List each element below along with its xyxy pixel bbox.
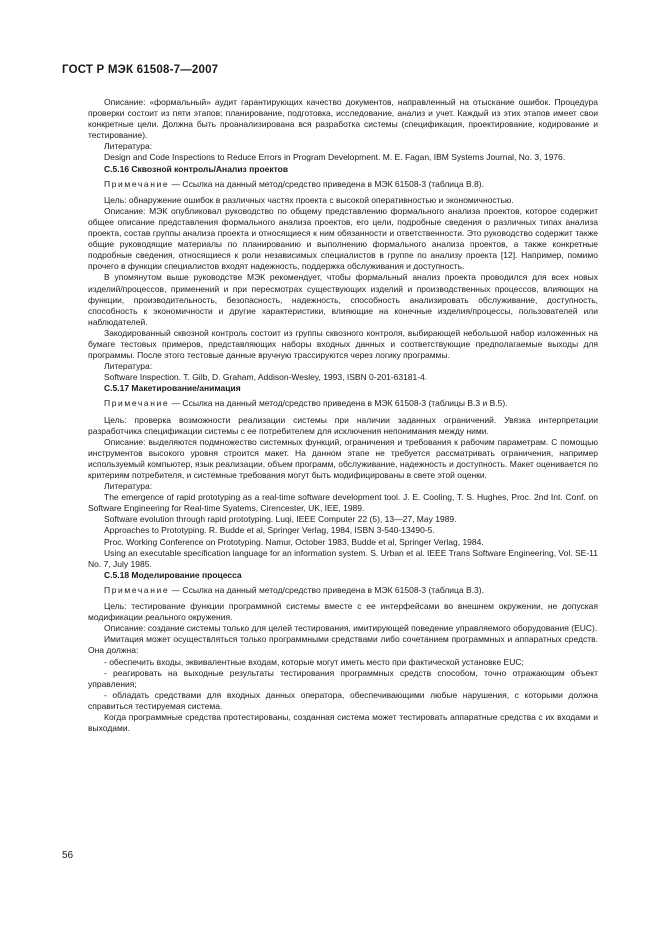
body-paragraph: Литература: (104, 361, 153, 372)
section-heading: С.5.17 Макетирование/анимация (104, 383, 241, 394)
body-paragraph: Когда программные средства протестированы, созданная система может тестировать аппаратные средства с их входами и выходами. (88, 711, 598, 734)
body-paragraph: The emergence of rapid prototyping as a real-time software development tool. J. E. Cooling, T. S. Hughes, Proc. 2nd Int. Conf. on Software Engineering for Real-time Syatems, Cirencester, UK, IEE, 1989. (88, 492, 598, 514)
body-paragraph: Цель: проверка возможности реализации системы при наличии заданных ограничений. Увязка интерпретации разработчика спецификации системы с ее потребителем для исключения непонимания между ними. (88, 414, 598, 436)
body-paragraph: Имитация может осуществляться только программными средствами либо сочетанием программных и аппаратных средств. Она должна: (88, 634, 598, 656)
note-paragraph (88, 585, 598, 596)
body-paragraph: Software Inspection. T. Gilb, D. Graham, Addison-Wesley, 1993, ISBN 0-201-63181-4. (104, 372, 428, 383)
body-paragraph: Software evolution through rapid prototyping. Luqi, IEEE Computer 22 (5), 13—27, May 1989. (104, 514, 457, 525)
body-paragraph: Цель: обнаружение ошибок в различных частях проекта с высокой оперативностью и экономичностью. (104, 194, 514, 205)
body-paragraph: - обеспечить входы, эквивалентные входам, которые могут иметь место при фактической установке EUC; (104, 656, 524, 667)
section-heading: С.5.16 Сквозной контроль/Анализ проектов (104, 163, 289, 174)
body-paragraph: Using an executable specification language for an information system. S. Urban et al. IEEE Trans Software Engineering, Vol. SE-11 No. 7, July 1985. (88, 547, 598, 569)
note-label: Примечание (104, 398, 170, 409)
body-paragraph: В упомянутом выше руководстве МЭК рекомендует, чтобы формальный анализ проекта проводился для всех новых изделий/процессов, применений и при пересмотрах существующих изделий и производственных процессов, влияющих на функции, производительность, безопасность, надежность, способность анализировать обслуживание, доступность, способность к экономичности и другие характеристики, влияющие на конечные изделия/процессы, пользователей или наблюдателей. (88, 272, 598, 327)
body-paragraph: Закодированный сквозной контроль состоит из группы сквозного контроля, выбирающей небольшой набор изложенных на бумаге тестовых примеров, представляющих наборы входных данных и соответствующие предполагаемые выходы для программы. После этого тестовые данные вручную трассируются через логику программы. (88, 327, 598, 361)
page-header: ГОСТ Р МЭК 61508-7—2007 (62, 64, 219, 76)
body-paragraph: Proc. Working Conference on Prototyping. Namur, October 1983, Budde et al, Springer Verlag, 1984. (104, 536, 484, 547)
body-paragraph: Описание: создание системы только для целей тестирования, имитирующей поведение управляемого оборудования (EUC). (104, 623, 598, 634)
note-label: Примечание (104, 584, 170, 595)
note-paragraph (88, 179, 598, 190)
section-heading: С.5.18 Моделирование процесса (104, 569, 242, 580)
note-label: Примечание (104, 178, 170, 189)
page-number: 56 (62, 850, 74, 861)
body-paragraph: Литература: (104, 141, 153, 152)
body-paragraph: - реагировать на выходные результаты тестирования программных средств способом, точно отражающим объект управления; (88, 667, 598, 689)
body-paragraph: Approaches to Prototyping. R. Budde et al, Springer Verlag, 1984, ISBN 3-540-13490-5. (104, 525, 435, 536)
body-paragraph: Design and Code Inspections to Reduce Errors in Program Development. M. E. Fagan, IBM Systems Journal, No. 3, 1976. (104, 152, 566, 163)
page-body (88, 97, 598, 734)
body-paragraph: Описание: МЭК опубликовал руководство по общему представлению формального анализа проектов, которое содержит общее описание представления формального анализа проектов, его цели, подробные сведения о различных типах анализа проекта, состав группы анализа проекта и относящиеся к ним обязанности и ответственности. Это руководство содержит также общие руководящие материалы по планированию и выполнению формального анализа проектов, а также конкретные подробные сведения, относящиеся к роли независимых специалистов в группе по анализу проекта [12]. Например, помимо прочего в функции специалистов входят надежность, поддержка обслуживания и доступность. (88, 205, 598, 272)
body-paragraph: - обладать средствами для входных данных оператора, обеспечивающими любые нарушения, с которыми должна справиться тестируемая система. (88, 689, 598, 711)
body-paragraph: Литература: (104, 481, 153, 492)
body-paragraph: Описание: «формальный» аудит гарантирующих качество документов, направленный на отыскание ошибок. Процедура проверки состоит из пяти этапов: планирование, подготовка, исследование, анализ и учет. Каждый из этих этапов имеет свои конкретные цели. Должна быть проанализирована вся разработка системы (спецификация, проектирование, кодирование и тестирование). (88, 97, 598, 141)
note-text: — Ссылка на данный метод/средство приведена в МЭК 61508-3 (таблицы В.3 и В.5). (169, 398, 508, 409)
note-paragraph (88, 398, 598, 409)
body-paragraph: Описание: выделяются подмножество системных функций, ограничения и требования к рабочим параметрам. С помощью инструментов высокого уровня строится макет. На данном этапе не требуется рассматривать ограничения, например используемый компьютер, язык реализации, объем программ, обслуживание, надежность и доступность. Макет оценивается по критериям потребителя, и системные требования могут быть модифицированы в свете этой оценки. (88, 436, 598, 480)
body-paragraph: Цель: тестирование функции программной системы вместе с ее интерфейсами во внешнем окружении, не допуская модификации реального окружения. (88, 601, 598, 623)
note-text: — Ссылка на данный метод/средство приведена в МЭК 61508-3 (таблица В.8). (169, 178, 484, 189)
note-text: — Ссылка на данный метод/средство приведена в МЭК 61508-3 (таблица В.3). (169, 584, 484, 595)
